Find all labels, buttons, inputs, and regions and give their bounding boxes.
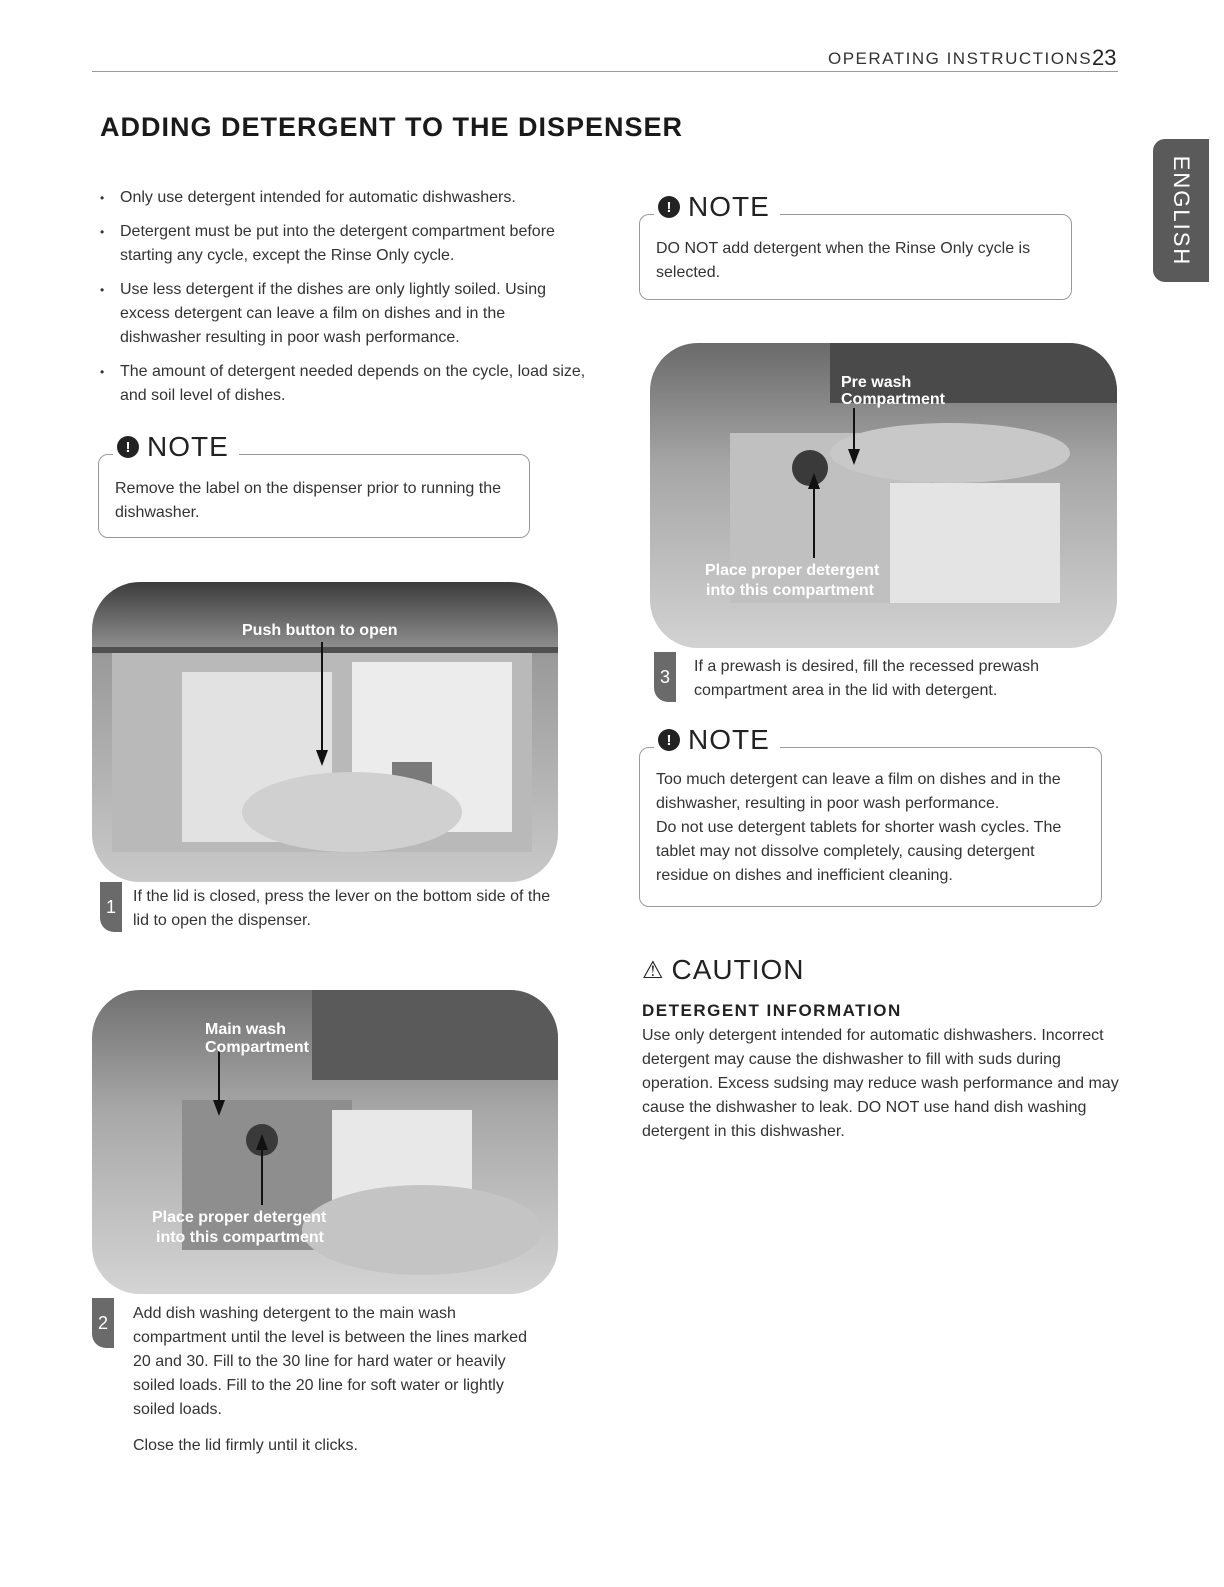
note-header: [113, 431, 239, 463]
photo-label-main-place-line2: into this compartment: [156, 1229, 325, 1246]
photo-label-main-line2: Compartment: [205, 1039, 310, 1056]
bullet-item: • Use less detergent if the dishes are only lightly soiled. Using excess detergent can leave a film on dishes and in the dishwasher resulting in poor wash performance.: [100, 278, 586, 350]
photo-main-wash: [92, 990, 558, 1294]
photo-label-pre-place-line2: into this compartment: [706, 582, 875, 599]
photo-push-button: [92, 582, 558, 882]
note-title: NOTE: [147, 431, 229, 462]
caution-body: Use only detergent intended for automatic dishwashers. Incorrect detergent may cause the dishwasher to fill with suds during operation. Excess sudsing may reduce wash performance and may cause the dishwasher to leak. DO NOT use hand dish washing detergent in this dishwasher.: [642, 1027, 1119, 1140]
page-title: ADDING DETERGENT TO THE DISPENSER: [100, 112, 684, 142]
bullet-item: • The amount of detergent needed depends on the cycle, load size, and soil level of dishes.: [100, 360, 586, 408]
photo-label-main-line1: Main wash: [205, 1021, 286, 1038]
header-divider: [92, 71, 1118, 72]
step-2-text: Add dish washing detergent to the main wash compartment until the level is between the lines marked 20 and 30. Fill to the 30 line for hard water or heavily soiled loads. Fill to the 20 line for soft water or lightly soiled loads.: [133, 1305, 527, 1418]
language-tab: [1153, 139, 1209, 282]
photo-label-pre-place-line1: Place proper detergent: [705, 562, 880, 579]
note-text: [640, 748, 1101, 900]
step-number-3: 3: [654, 652, 676, 702]
exclamation-icon: !: [658, 729, 680, 751]
bullet-item: • Detergent must be put into the detergent compartment before starting any cycle, except the Rinse Only cycle.: [100, 220, 586, 268]
note-box-rinse-only: [639, 191, 1072, 300]
note-box-too-much-detergent: [639, 724, 1102, 907]
note-text: Remove the label on the dispenser prior to running the dishwasher.: [115, 480, 502, 521]
section-header: OPERATING INSTRUCTIONS: [828, 49, 1093, 68]
step-1-text: If the lid is closed, press the lever on the bottom side of the lid to open the dispenser.: [133, 888, 551, 929]
step-3-text: If a prewash is desired, fill the recessed prewash compartment area in the lid with detergent.: [694, 658, 1040, 699]
note-header: [654, 191, 780, 223]
page-number: 23: [1092, 45, 1117, 70]
note-title: NOTE: [688, 191, 770, 222]
note-header: [654, 724, 780, 756]
caution-title: CAUTION: [671, 954, 805, 985]
photo-label-pre-line2: Compartment: [841, 391, 946, 408]
photo-pre-wash: [650, 343, 1117, 648]
instruction-bullet-list: [100, 186, 586, 418]
note-paragraph: Too much detergent can leave a film on dishes and in the dishwasher, resulting in poor wash performance.: [656, 771, 1061, 812]
exclamation-icon: !: [658, 196, 680, 218]
note-box-label-removal: [98, 431, 530, 538]
exclamation-icon: !: [117, 436, 139, 458]
photo-label-push: Push button to open: [242, 622, 398, 639]
step-2-extra-text: Close the lid firmly until it clicks.: [133, 1437, 358, 1454]
step-number-2: 2: [92, 1298, 114, 1348]
photo-label-pre-line1: Pre wash: [841, 374, 912, 391]
photo-label-main-place-line1: Place proper detergent: [152, 1209, 327, 1226]
note-text: DO NOT add detergent when the Rinse Only cycle is selected.: [656, 240, 1031, 281]
language-tab-label: ENGLISH: [1169, 155, 1194, 266]
note-paragraph: Do not use detergent tablets for shorter wash cycles. The tablet may not dissolve completely, causing detergent residue on dishes and inefficient cleaning.: [656, 819, 1062, 884]
step-number-1: 1: [100, 882, 122, 932]
warning-triangle-icon: ⚠: [642, 956, 664, 984]
caution-subtitle: DETERGENT INFORMATION: [642, 1001, 902, 1020]
caution-header: [642, 954, 805, 986]
bullet-item: • Only use detergent intended for automatic dishwashers.: [100, 186, 586, 210]
note-title: NOTE: [688, 724, 770, 755]
